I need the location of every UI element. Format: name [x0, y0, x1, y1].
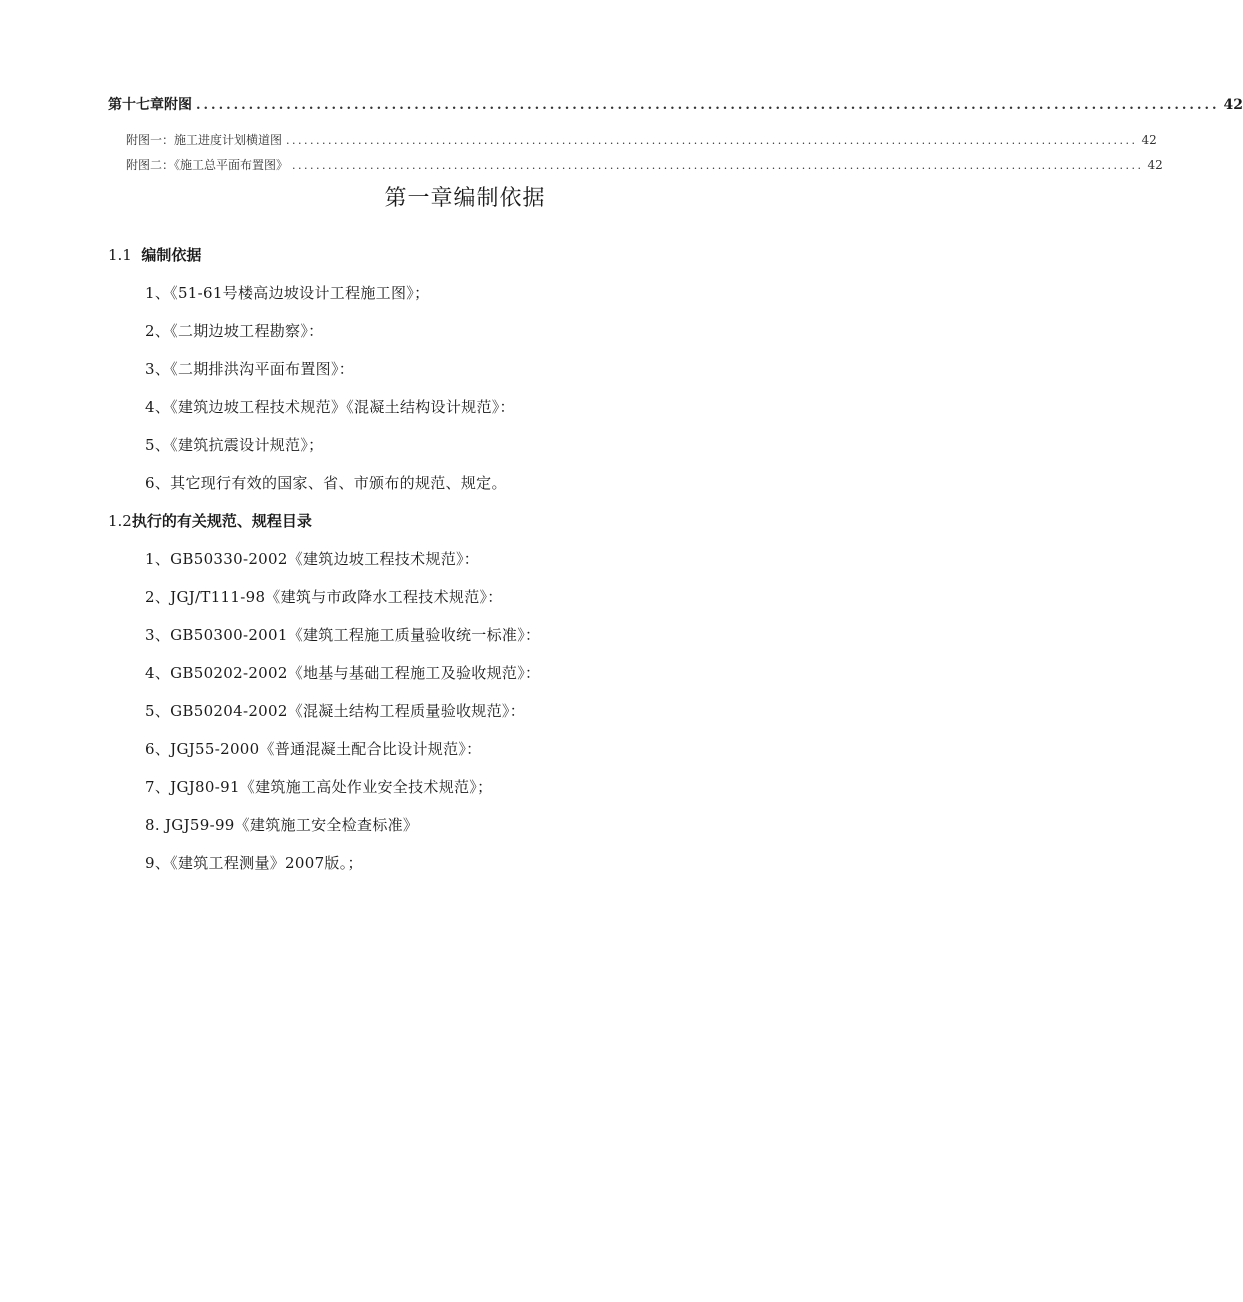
toc-chapter-entry[interactable]: [108, 94, 1243, 114]
list-item: 2、《二期边坡工程勘察》：: [145, 322, 324, 340]
list-item: 5、《建筑抗震设计规范》；: [145, 436, 324, 454]
list-item: 9、《建筑工程测量》2007版。；: [145, 854, 363, 872]
toc-leader-dots: ..............................................................................................................................................: [286, 134, 1138, 147]
toc-sub-entry[interactable]: [126, 131, 1157, 148]
list-item: 5、GB50204-2002《混凝土结构工程质量验收规范》：: [145, 702, 526, 720]
list-item: 7、JGJ80-91《建筑施工高处作业安全技术规范》；: [145, 778, 493, 796]
list-item: 4、《建筑边坡工程技术规范》《混凝土结构设计规范》：: [145, 398, 515, 416]
toc-sub-page: 42: [1147, 158, 1163, 172]
section-number: 1.2: [108, 512, 132, 530]
section-number: 1.1: [108, 246, 132, 264]
chapter-title: 第一章编制依据: [384, 186, 546, 211]
list-item: 8. JGJ59-99《建筑施工安全检查标准》: [145, 816, 419, 834]
list-item: 1、GB50330-2002《建筑边坡工程技术规范》：: [145, 550, 480, 568]
toc-sub-text: 附图二：《施工总平面布置图》: [126, 158, 289, 172]
list-item: 1、《51-61号楼高边坡设计工程施工图》；: [145, 284, 430, 302]
list-item: 4、GB50202-2002《地基与基础工程施工及验收规范》：: [145, 664, 541, 682]
section-heading: [108, 510, 312, 531]
section-title: 编制依据: [141, 246, 202, 264]
toc-leader-dots: ..............................................................................................................................................: [292, 159, 1144, 172]
toc-sub-entry[interactable]: [126, 156, 1163, 173]
toc-sub-page: 42: [1141, 133, 1157, 147]
toc-chapter-page: 42: [1223, 97, 1243, 113]
toc-leader-dots: ........................................................................................................................................: [196, 98, 1220, 113]
list-item: 3、《二期排洪沟平面布置图》：: [145, 360, 355, 378]
list-item: 3、GB50300-2001《建筑工程施工质量验收统一标准》：: [145, 626, 541, 644]
toc-sub-text: 附图一：施工进度计划横道图: [126, 133, 283, 147]
section-heading: [108, 244, 201, 265]
list-item: 2、JGJ/T111-98《建筑与市政降水工程技术规范》：: [145, 588, 503, 606]
list-item: 6、其它现行有效的国家、省、市颁布的规范、规定。: [145, 474, 507, 492]
toc-chapter-text: 第十七章附图: [108, 97, 192, 113]
section-title: 执行的有关规范、规程目录: [131, 512, 312, 530]
list-item: 6、JGJ55-2000《普通混凝土配合比设计规范》：: [145, 740, 482, 758]
